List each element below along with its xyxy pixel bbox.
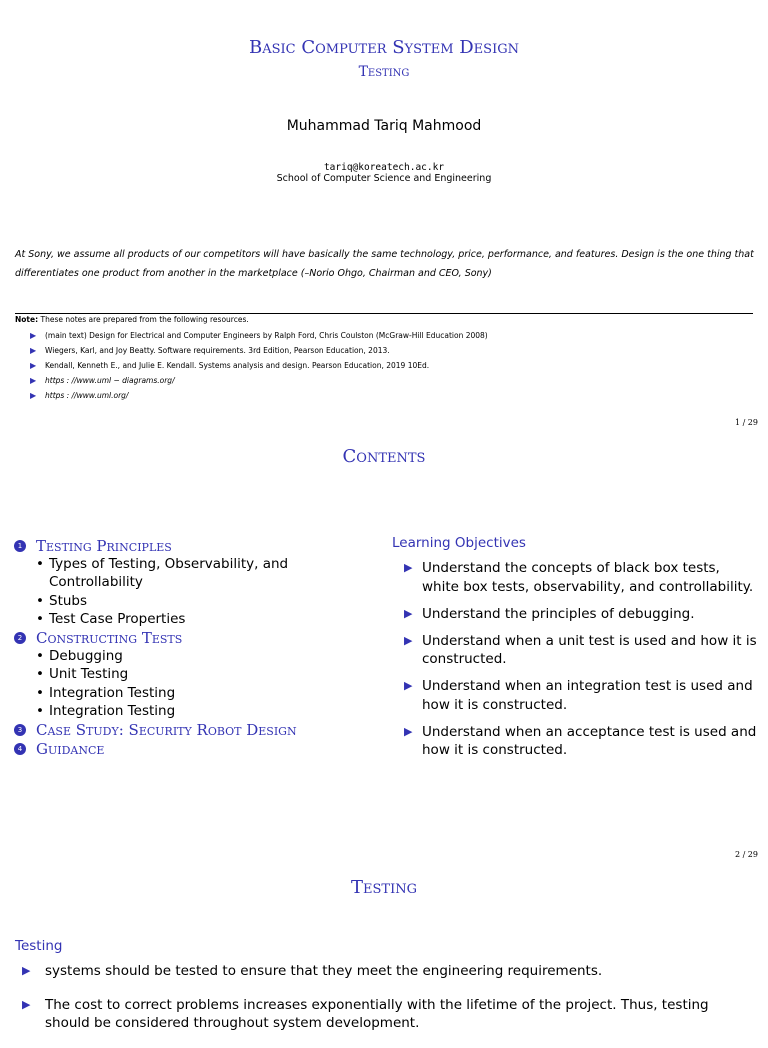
triangle-bullet-icon: ▶ xyxy=(404,679,413,692)
triangle-bullet-icon: ▶ xyxy=(30,331,37,340)
list-item: ▶ Wiegers, Karl, and Joy Beatty. Software requirements. 3rd Edition, Pearson Education, 2013. xyxy=(30,346,390,355)
list-item: ▶ Understand when an acceptance test is used and how it is constructed. xyxy=(392,723,757,760)
triangle-bullet-icon: ▶ xyxy=(22,964,31,977)
toc-subsections xyxy=(14,555,299,628)
slide-title: Testing xyxy=(351,877,417,898)
list-item: ▶ (main text) Design for Electrical and Computer Engineers by Ralph Ford, Chris Coulston (McGraw-Hill Education 2008) xyxy=(30,331,488,340)
triangle-bullet-icon: ▶ xyxy=(30,391,37,400)
list-item: ▶ The cost to correct problems increases exponentially with the lifetime of the project. Thus, testing should be considered throughout system development. xyxy=(22,996,709,1031)
bullet-icon: • xyxy=(36,592,44,609)
list-item: ▶ Understand the principles of debugging. xyxy=(392,605,757,624)
triangle-bullet-icon: ▶ xyxy=(30,361,37,370)
toc-section-label: Guidance xyxy=(36,739,105,758)
note-text: These notes are prepared from the following resources. xyxy=(40,315,249,324)
triangle-bullet-icon: ▶ xyxy=(404,606,413,620)
toc-section[interactable] xyxy=(14,536,299,555)
list-item: ▶ Understand the concepts of black box tests, white box tests, observability, and controllability. xyxy=(392,559,757,596)
triangle-bullet-icon: ▶ xyxy=(22,997,31,1011)
table-of-contents xyxy=(14,536,299,758)
section-number-icon: 4 xyxy=(14,743,26,755)
block-heading: Testing xyxy=(15,938,63,954)
divider xyxy=(15,313,753,314)
list-item: ▶ Understand when an integration test is used and how it is constructed. xyxy=(392,677,757,714)
bullet-icon: • xyxy=(36,556,44,572)
bullet-icon: • xyxy=(36,648,44,665)
quote: At Sony, we assume all products of our competitors will have basically the same technology, price, performance, and features. Design is the one thing that differentiates one product from another in the marketplace (–Norio Ohgo, Chairman and CEO, Sony) xyxy=(15,249,754,279)
toc-section[interactable] xyxy=(14,739,299,758)
toc-subsection[interactable]: • Debugging xyxy=(36,648,123,665)
triangle-bullet-icon: ▶ xyxy=(30,376,37,385)
presentation-subtitle: Testing xyxy=(358,64,410,80)
bullet-icon: • xyxy=(36,703,44,720)
triangle-bullet-icon: ▶ xyxy=(404,724,413,738)
section-number-icon: 3 xyxy=(14,724,26,736)
bullet-icon: • xyxy=(36,684,44,701)
triangle-bullet-icon: ▶ xyxy=(404,561,413,574)
learning-objectives-title: Learning Objectives xyxy=(392,535,526,551)
learning-objectives xyxy=(392,535,757,768)
list-item xyxy=(30,389,488,404)
objectives-list xyxy=(392,559,757,760)
list-item xyxy=(30,374,488,389)
title-slide xyxy=(0,0,768,432)
institution: School of Computer Science and Engineering xyxy=(276,173,492,184)
resource-link[interactable]: https : //www.uml.org/ xyxy=(45,391,129,400)
toc-section-label: Constructing Tests xyxy=(36,628,183,647)
toc-subsection[interactable]: • Integration Testing xyxy=(36,703,176,720)
toc-section-label: Testing Principles xyxy=(36,536,172,555)
toc-section[interactable] xyxy=(14,628,299,647)
page-number: 1 / 29 xyxy=(734,418,758,427)
slide-title: Contents xyxy=(342,446,426,467)
author-name: Muhammad Tariq Mahmood xyxy=(286,118,482,134)
list-item: ▶ systems should be tested to ensure that they meet the engineering requirements. xyxy=(22,963,603,979)
toc-subsection[interactable]: • Unit Testing xyxy=(36,666,129,683)
resource-list xyxy=(30,329,488,404)
toc-subsections xyxy=(14,647,299,720)
triangle-bullet-icon: ▶ xyxy=(30,346,37,355)
bullet-icon: • xyxy=(36,666,44,683)
list-item: ▶ Kendall, Kenneth E., and Julie E. Kendall. Systems analysis and design. Pearson Education, 2019 10Ed. xyxy=(30,361,430,370)
toc-section-label: Case Study: Security Robot Design xyxy=(36,720,297,739)
list-item: ▶ Understand when a unit test is used and how it is constructed. xyxy=(392,632,757,669)
section-number-icon: 1 xyxy=(14,540,26,552)
triangle-bullet-icon: ▶ xyxy=(404,633,413,647)
presentation-title: Basic Computer System Design xyxy=(249,37,519,58)
section-number-icon: 2 xyxy=(14,632,26,644)
toc-subsection[interactable]: • Test Case Properties xyxy=(36,610,186,627)
toc-subsection[interactable]: • Integration Testing xyxy=(36,684,176,701)
testing-bullets xyxy=(22,962,757,1048)
note-label: Note: xyxy=(15,315,39,324)
note xyxy=(15,315,249,324)
bullet-icon: • xyxy=(36,610,44,627)
toc-subsection[interactable]: • Stubs xyxy=(36,592,88,609)
author-email: tariq@koreatech.ac.kr xyxy=(323,162,445,173)
toc-subsection[interactable]: • Types of Testing, Observability, and Controllability xyxy=(36,556,289,591)
toc-section[interactable] xyxy=(14,720,299,739)
page-number: 2 / 29 xyxy=(734,850,758,859)
resource-link[interactable]: https : //www.uml − diagrams.org/ xyxy=(45,376,175,385)
